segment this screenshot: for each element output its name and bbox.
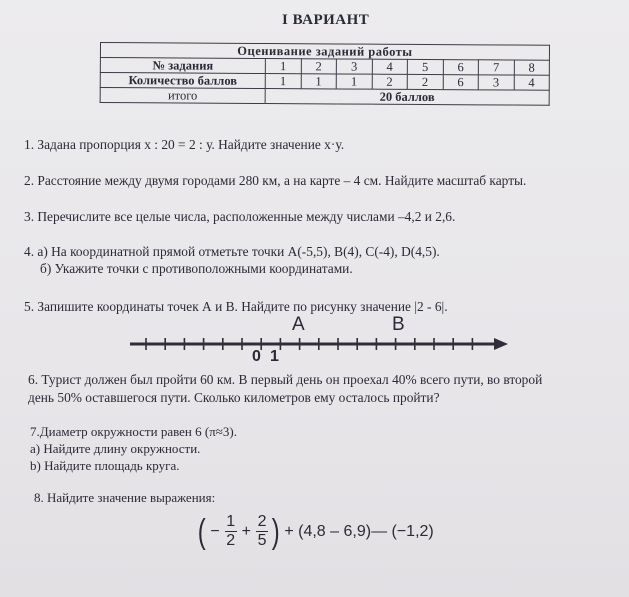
question-3: 3. Перечислите все целые числа, расположенные между числами –4,2 и 2,6. xyxy=(24,209,456,224)
grading-table-heading: Оценивание заданий работы xyxy=(100,43,549,61)
open-paren: ( xyxy=(197,512,206,551)
question-6-line-1: 6. Турист должен был пройти 60 км. В первый день он проехал 40% всего пути, во второй xyxy=(28,372,543,387)
task-number-cell: 2 xyxy=(301,59,337,74)
question-5: 5. Запишите координаты точек А и В. Найдите по рисунку значение |2 - 6|. xyxy=(24,299,448,314)
points-cell: 1 xyxy=(301,74,337,89)
task-number-label: № задания xyxy=(100,58,265,74)
task-number-cell: 6 xyxy=(443,60,479,75)
question-8: 8. Найдите значение выражения: xyxy=(34,490,216,505)
fraction-numerator: 1 xyxy=(226,513,236,530)
question-7: 7.Диаметр окружности равен 6 (π≈3). xyxy=(30,424,237,439)
fraction-numerator: 2 xyxy=(257,513,267,530)
expression-rest: + (4,8 – 6,9)— (−1,2) xyxy=(284,522,434,540)
points-cell: 4 xyxy=(514,75,550,90)
number-line xyxy=(128,316,508,368)
question-4b: б) Укажите точки с противоположными координатами. xyxy=(40,261,353,276)
question-4a: 4. а) На координатной прямой отметьте точки А(-5,5), В(4), С(-4), D(4,5). xyxy=(24,244,440,259)
number-line-arrow-icon xyxy=(494,338,508,350)
plus-sign: + xyxy=(241,522,252,540)
fraction-denominator: 2 xyxy=(226,532,236,549)
task-number-cell: 8 xyxy=(514,60,550,75)
total-value: 20 баллов xyxy=(265,89,549,106)
fraction-denominator: 5 xyxy=(257,532,267,549)
question-2: 2. Расстояние между двумя городами 280 км, а на карте – 4 см. Найдите масштаб карты. xyxy=(24,173,527,188)
points-label: Количество баллов xyxy=(100,73,265,89)
points-cell: 2 xyxy=(407,74,443,89)
task-number-cell: 5 xyxy=(407,59,443,74)
task-number-cell: 1 xyxy=(265,59,301,74)
zero-label: 0 xyxy=(252,348,261,365)
close-paren: ) xyxy=(271,512,280,551)
points-cell: 1 xyxy=(265,74,301,89)
point-a-label: А xyxy=(292,314,305,335)
expression xyxy=(196,513,437,550)
fraction-two-fifths xyxy=(256,513,268,550)
task-number-cell: 4 xyxy=(372,59,408,74)
question-1: 1. Задана пропорция х : 20 = 2 : у. Найдите значение х·у. xyxy=(24,137,345,152)
points-cell: 2 xyxy=(372,74,408,89)
variant-title: I ВАРИАНТ xyxy=(282,12,370,28)
points-cell: 3 xyxy=(478,75,514,90)
one-label: 1 xyxy=(270,348,279,365)
question-6-line-2: день 50% оставшегося пути. Сколько километров ему осталось пройти? xyxy=(28,390,440,405)
task-number-cell: 3 xyxy=(336,59,372,74)
number-line-svg xyxy=(128,316,508,368)
task-number-cell: 7 xyxy=(478,60,514,75)
grading-table xyxy=(100,42,550,106)
points-cell: 6 xyxy=(443,75,479,90)
question-7a: а) Найдите длину окружности. xyxy=(30,441,201,456)
points-cell: 1 xyxy=(336,74,372,89)
point-b-label: В xyxy=(392,314,405,335)
minus-sign: − xyxy=(210,522,220,540)
question-7b: b) Найдите площадь круга. xyxy=(30,458,180,473)
fraction-one-half xyxy=(225,513,237,550)
total-label: итого xyxy=(100,88,265,104)
